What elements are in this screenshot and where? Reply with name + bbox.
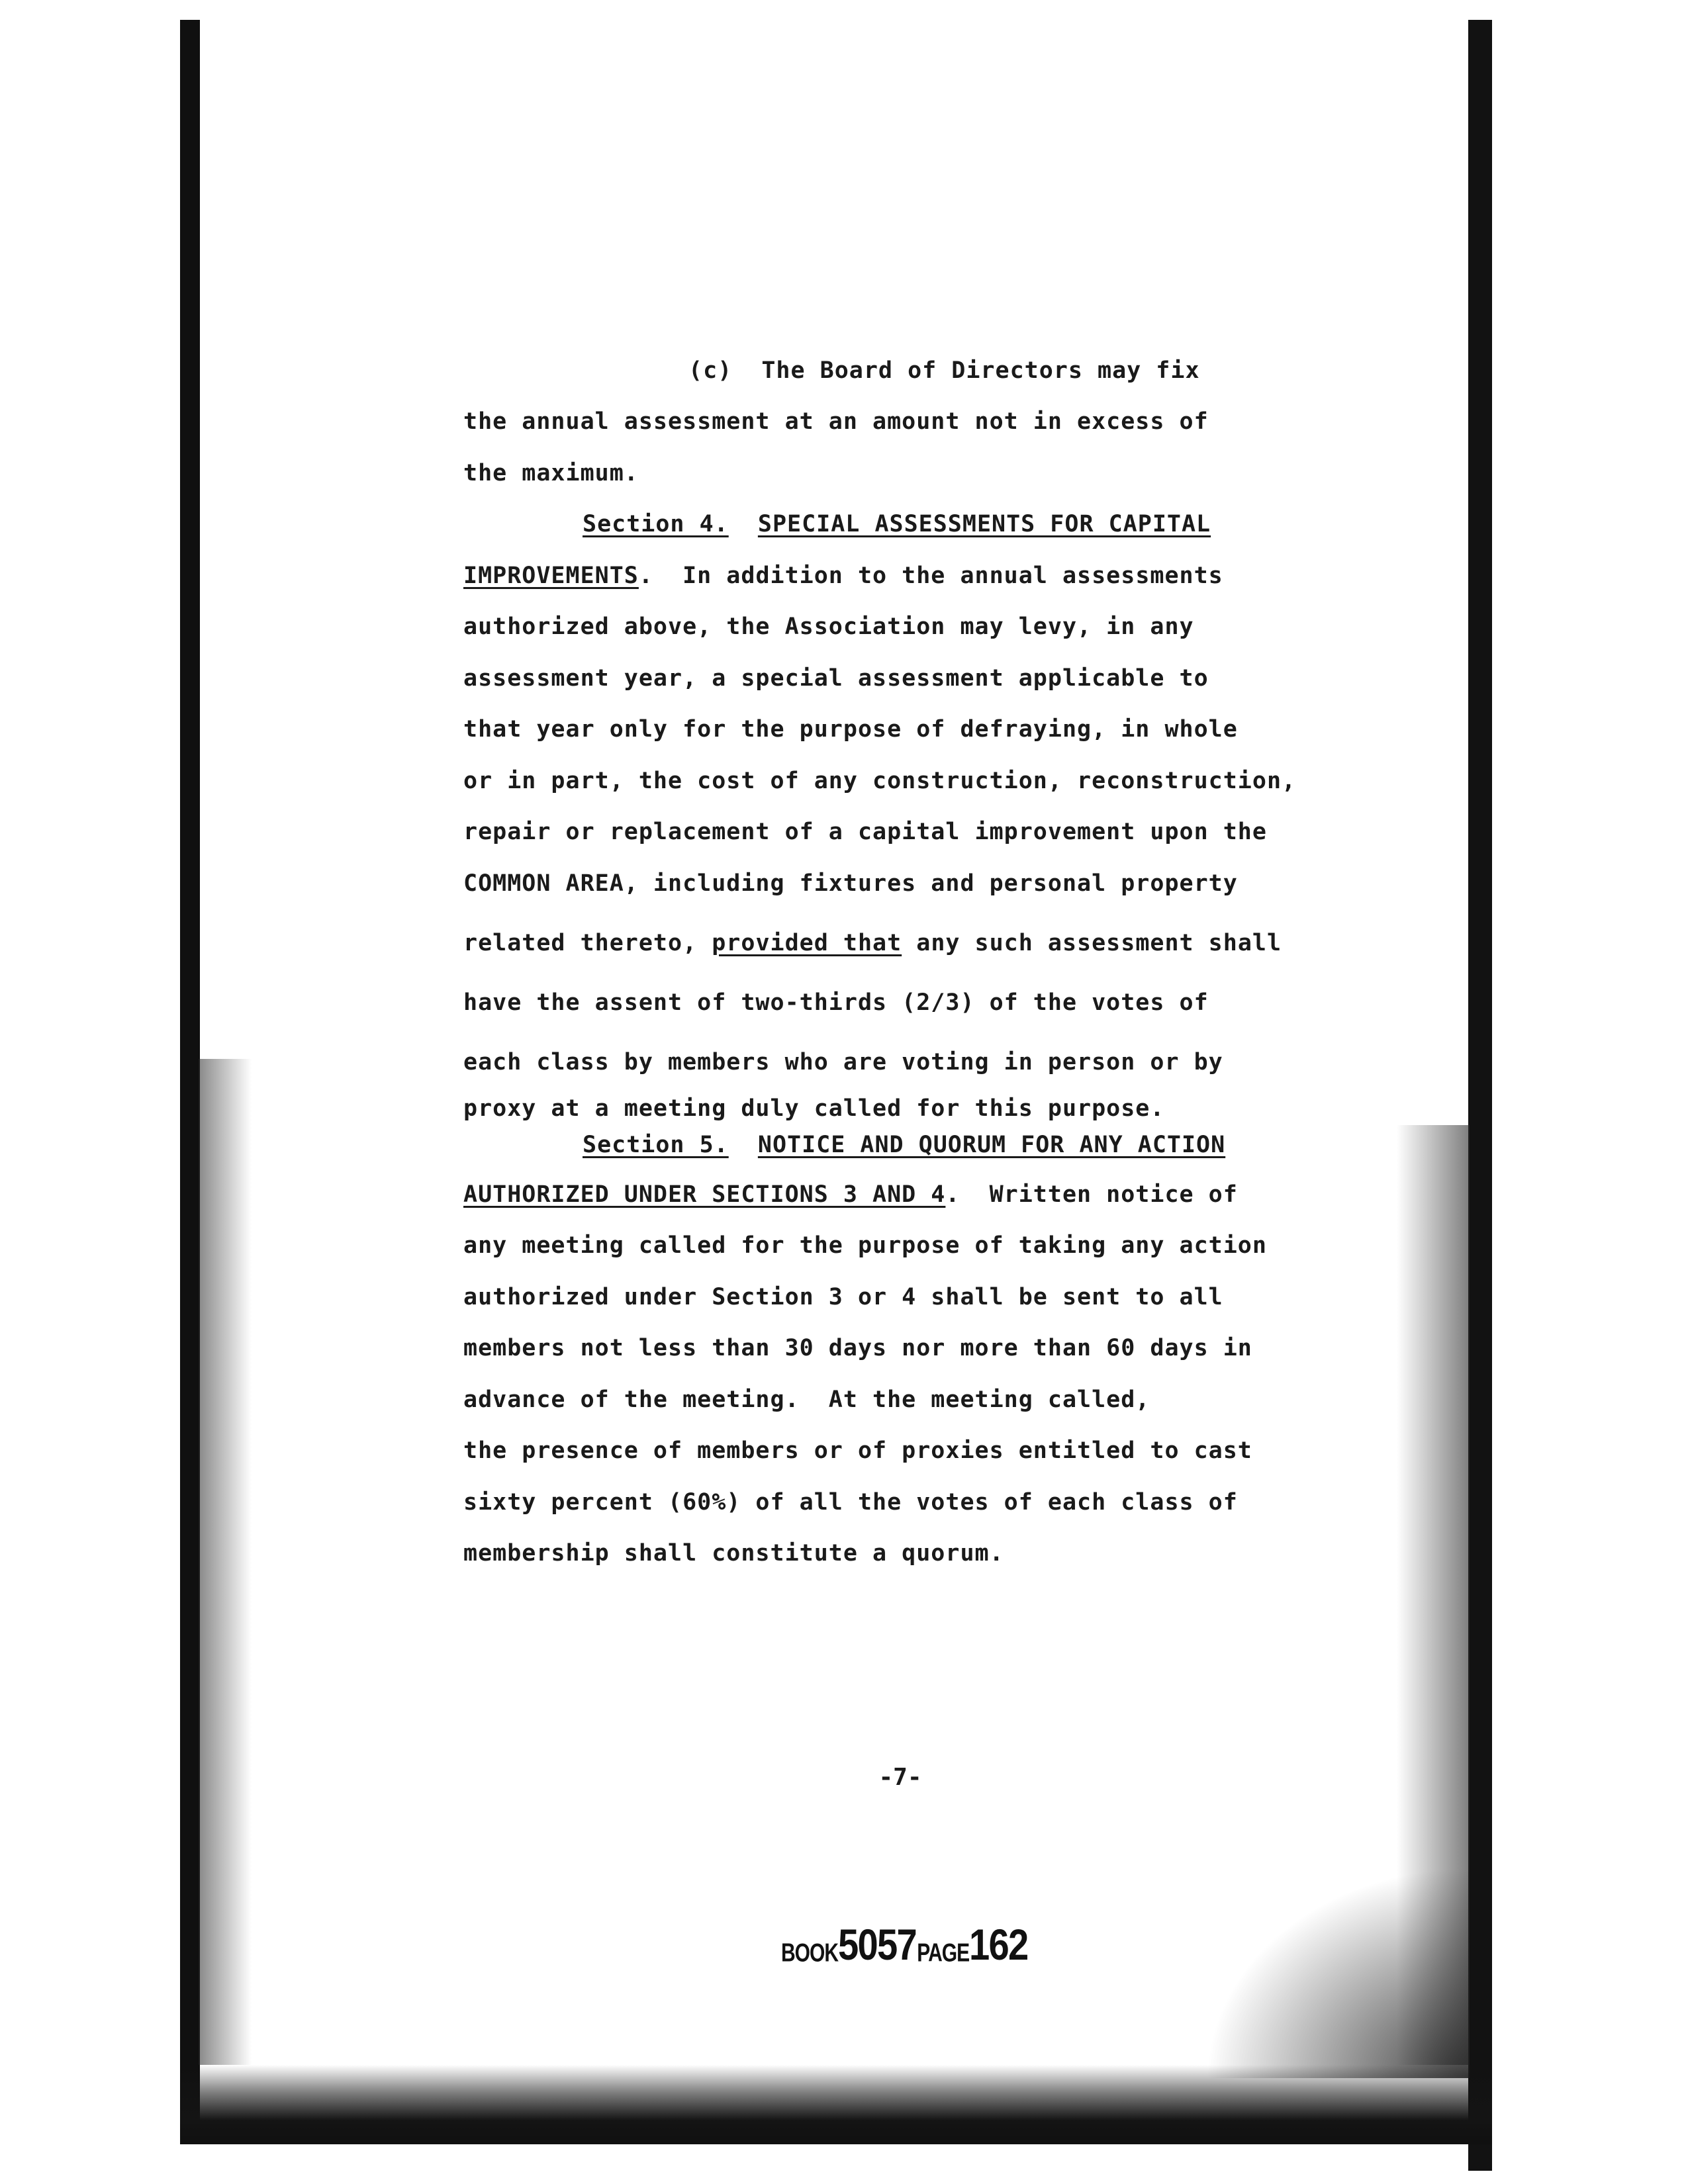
section-4-heading: Section 4. xyxy=(583,511,729,537)
scan-noise-corner xyxy=(1205,1866,1470,2078)
section-5-line: sixty percent (60%) of all the votes of each class of xyxy=(463,1489,1238,1516)
section-4-line: have the assent of two-thirds (2/3) of the votes of xyxy=(463,989,1209,1016)
section-4-line: authorized above, the Association may levy, in any xyxy=(463,614,1194,640)
section-4-line: COMMON AREA, including fixtures and personal property xyxy=(463,870,1238,897)
section-4-title-part-2: IMPROVEMENTS xyxy=(463,563,639,589)
stamp-page-number: 162 xyxy=(969,1920,1028,1969)
section-4-line: proxy at a meeting duly called for this purpose. xyxy=(463,1095,1165,1122)
proviso-post-text: any such assessment shall xyxy=(902,930,1282,956)
proviso-underlined-text: provided that xyxy=(712,930,902,956)
paragraph-c-line-2: the annual assessment at an amount not in excess of xyxy=(463,408,1209,435)
section-4-line: each class by members who are voting in person or by xyxy=(463,1049,1223,1075)
scan-right-border xyxy=(1468,20,1492,2171)
paragraph-c-line-1: (c) The Board of Directors may fix xyxy=(688,357,1200,384)
section-4-title-part-1: SPECIAL ASSESSMENTS FOR CAPITAL xyxy=(757,511,1211,537)
section-5-title-part-1: NOTICE AND QUORUM FOR ANY ACTION xyxy=(757,1132,1226,1158)
stamp-page-label: PAGE xyxy=(917,1938,970,1968)
section-4-line: repair or replacement of a capital improvement upon the xyxy=(463,819,1267,845)
section-4-line: or in part, the cost of any construction, reconstruction, xyxy=(463,768,1297,794)
scan-left-border xyxy=(180,20,200,2131)
section-5-heading: Section 5. xyxy=(583,1132,729,1158)
section-4-title-line-2 xyxy=(463,563,1223,589)
section-5-line: membership shall constitute a quorum. xyxy=(463,1540,1004,1567)
scan-noise-left xyxy=(199,1059,252,2065)
section-5-title-part-2: AUTHORIZED UNDER SECTIONS 3 AND 4 xyxy=(463,1181,946,1208)
section-4-proviso-line xyxy=(463,930,1282,956)
section-5-heading-line xyxy=(583,1132,1225,1158)
section-5-intro-text: . Written notice of xyxy=(945,1181,1238,1208)
section-4-intro-text: . In addition to the annual assessments xyxy=(638,563,1223,589)
section-5-title-line-2 xyxy=(463,1181,1238,1208)
stamp-book-number: 5057 xyxy=(838,1920,917,1969)
section-4-line: that year only for the purpose of defraying, in whole xyxy=(463,716,1238,743)
paragraph-c-line-3: the maximum. xyxy=(463,460,639,486)
section-4-heading-line xyxy=(583,511,1211,537)
section-5-line: any meeting called for the purpose of taking any action xyxy=(463,1232,1267,1259)
page-number: -7- xyxy=(878,1764,922,1791)
proviso-pre-text: related thereto, xyxy=(463,930,712,956)
section-4-line: assessment year, a special assessment applicable to xyxy=(463,665,1209,692)
recording-stamp xyxy=(781,1919,1046,1979)
section-5-line: advance of the meeting. At the meeting called, xyxy=(463,1387,1150,1413)
section-5-line: the presence of members or of proxies entitled to cast xyxy=(463,1437,1252,1464)
scan-bottom-border xyxy=(180,2065,1492,2144)
stamp-book-label: BOOK xyxy=(781,1938,838,1968)
section-5-line: members not less than 30 days nor more than 60 days in xyxy=(463,1335,1252,1361)
section-5-line: authorized under Section 3 or 4 shall be sent to all xyxy=(463,1284,1223,1310)
